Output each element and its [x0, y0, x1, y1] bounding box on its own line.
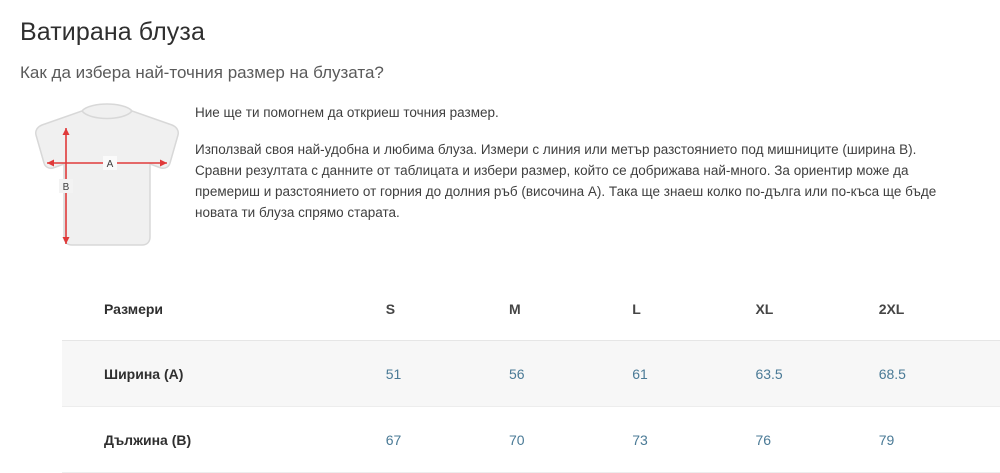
- table-row: [62, 341, 1000, 407]
- page-subtitle: Как да избера най-точния размер на блузата?: [20, 63, 384, 82]
- cell-width-m: 56: [509, 341, 632, 407]
- column-header-l: L: [632, 278, 755, 341]
- column-header-2xl: 2XL: [879, 278, 1000, 341]
- sweatshirt-icon: [20, 101, 195, 251]
- cell-width-xl: 63.5: [755, 341, 878, 407]
- row-label-length: Дължина (B): [62, 407, 386, 473]
- table-header-row: [62, 278, 1000, 341]
- cell-width-s: 51: [386, 341, 509, 407]
- instructions: [195, 99, 980, 224]
- cell-length-m: 70: [509, 407, 632, 473]
- size-table: [62, 278, 1000, 473]
- size-table-head: [62, 278, 1000, 341]
- size-guide-page: [0, 18, 1000, 471]
- cell-length-2xl: 79: [879, 407, 1000, 473]
- row-label-width: Ширина (A): [62, 341, 386, 407]
- column-header-sizes: Размери: [62, 278, 386, 341]
- column-header-xl: XL: [755, 278, 878, 341]
- page-title: Ватирана блуза: [20, 18, 205, 46]
- table-row: [62, 407, 1000, 473]
- diagram-label-b: B: [62, 182, 70, 193]
- sweatshirt-diagram: [20, 99, 195, 256]
- cell-width-2xl: 68.5: [879, 341, 1000, 407]
- column-header-m: M: [509, 278, 632, 341]
- instructions-paragraph-1: Ние ще ти помогнем да откриеш точния размер.: [195, 105, 499, 120]
- instructions-paragraph-2: Използвай своя най-удобна и любима блуза. Измери с линия или метър разстоянието под мишниците (ширина B). Сравни резултата с данните от таблицата и избери размер, който се добрижава най-много. За ориентир може да премериш и разстоянието от горния до долния ръб (височина A). Така ще знаеш колко по-дълга или по-къса ще бъде новата ти блуза спрямо старата.: [195, 141, 937, 220]
- cell-length-xl: 76: [755, 407, 878, 473]
- diagram-label-a: A: [106, 159, 114, 170]
- info-row: [20, 99, 980, 256]
- cell-length-l: 73: [632, 407, 755, 473]
- cell-width-l: 61: [632, 341, 755, 407]
- cell-length-s: 67: [386, 407, 509, 473]
- column-header-s: S: [386, 278, 509, 341]
